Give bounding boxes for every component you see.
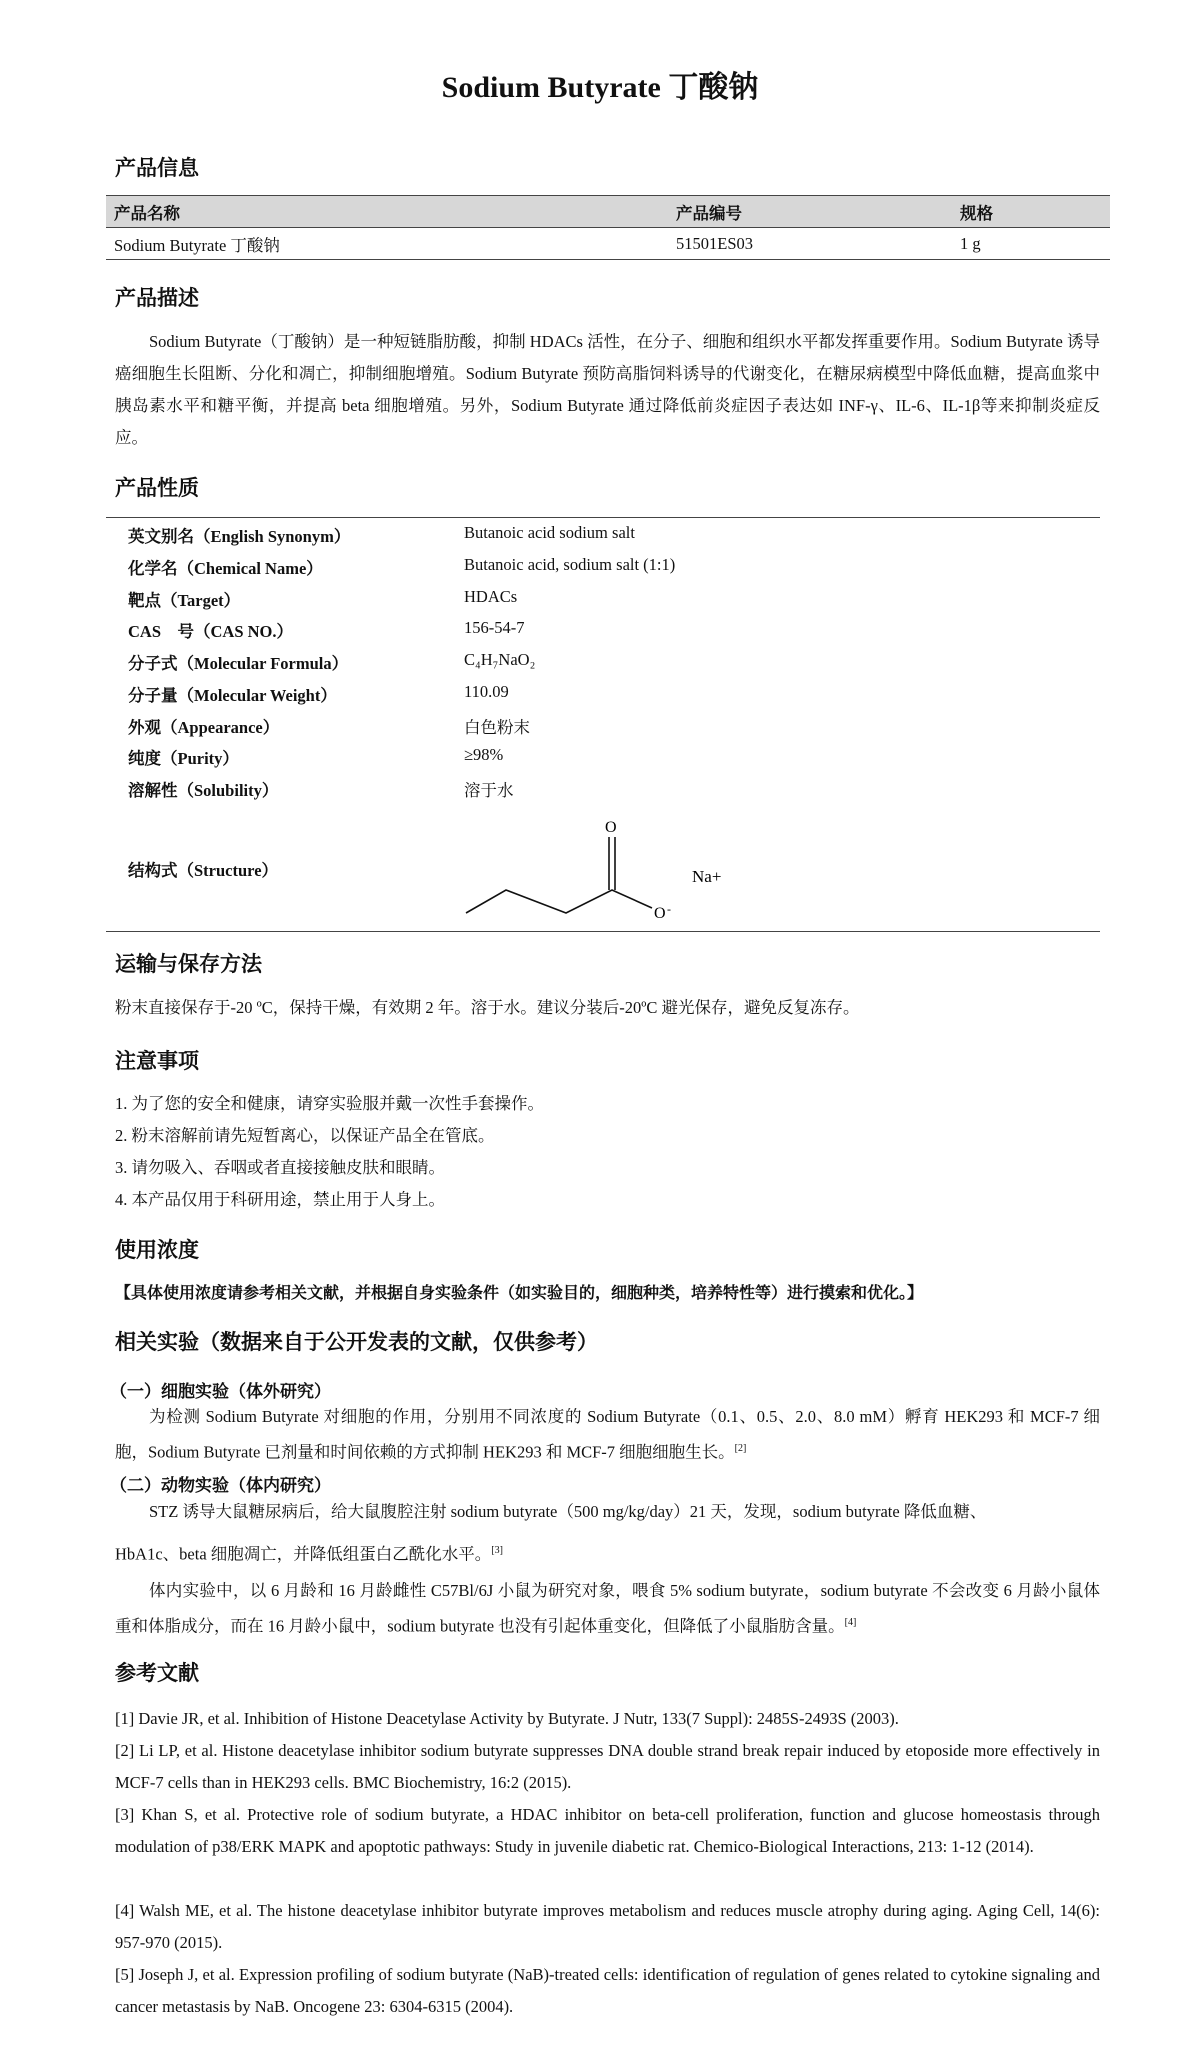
animal-experiment-paragraph-1b	[115, 1535, 1100, 1571]
property-row	[128, 587, 1088, 617]
section-heading-usage: 使用浓度	[115, 1238, 199, 1262]
citation-ref: [4]	[844, 1617, 857, 1628]
property-value: 110.09	[464, 682, 509, 701]
reference-item: [5] Joseph J, et al. Expression profiling of sodium butyrate (NaB)-treated cells: identification of regulation of genes related to cytokine signaling and cancer metastasis by NaB. Oncogene 23: 6304-6315 (2004).	[115, 1965, 1100, 2016]
property-label: 纯度（Purity）	[128, 749, 239, 768]
table-header-cell: 产品编号	[668, 196, 952, 228]
reference-item: [4] Walsh ME, et al. The histone deacetylase inhibitor butyrate improves metabolism and reduces muscle atrophy during aging. Aging Cell, 14(6): 957-970 (2015).	[115, 1901, 1100, 1952]
cell-experiment-paragraph	[115, 1401, 1100, 1469]
animal-experiment-text: HbA1c、beta 细胞凋亡，并降低组蛋白乙酰化水平。	[115, 1544, 492, 1564]
property-value: C₄H₇NaO₂	[464, 650, 536, 669]
reference-item: [1] Davie JR, et al. Inhibition of Histone Deacetylase Activity by Butyrate. J Nutr, 133(7 Suppl): 2485S-2493S (2003).	[115, 1709, 899, 1728]
property-label: 分子量（Molecular Weight）	[128, 686, 337, 705]
citation-ref: [3]	[491, 1545, 503, 1556]
property-value: 156-54-7	[464, 618, 525, 637]
property-row	[128, 682, 1088, 712]
storage-paragraph: 粉末直接保存于-20 ºC，保持干燥，有效期 2 年。溶于水。建议分装后-20ºC 避光保存，避免反复冻存。	[115, 998, 860, 1017]
property-row	[128, 745, 1088, 775]
property-label: 靶点（Target）	[128, 591, 241, 610]
property-row	[128, 555, 1088, 585]
property-value: HDACs	[464, 587, 518, 606]
structure-diagram	[460, 815, 740, 925]
animal-experiment-paragraph-2	[115, 1575, 1100, 1643]
property-value: 白色粉末	[464, 718, 530, 737]
reference-item: [2] Li LP, et al. Histone deacetylase inhibitor sodium butyrate suppresses DNA double strand break repair induced by etoposide more effectively in MCF-7 cells than in HEK293 cells. BMC Biochemistry, 16:2 (2015).	[115, 1741, 1100, 1792]
property-row	[128, 650, 1088, 680]
animal-experiment-text: 体内实验中，以 6 月龄和 16 月龄雌性 C57Bl/6J 小鼠为研究对象，喂食 5% sodium butyrate，sodium butyrate 不会改变 6 月龄小鼠体重和体脂成分，而在 16 月龄小鼠中，sodium butyrate 也没有引起体重变化，但降低了小鼠脂肪含量。	[115, 1581, 1100, 1636]
structure-sodium-ion: Na+	[692, 867, 722, 886]
section-heading-product-info: 产品信息	[115, 156, 199, 180]
usage-paragraph: 【具体使用浓度请参考相关文献，并根据自身实验条件（如实验目的，细胞种类，培养特性等）进行摸索和优化。】	[115, 1285, 924, 1302]
property-row	[128, 777, 1088, 807]
structure-bonds	[466, 890, 652, 913]
cell-experiment-text: 为检测 Sodium Butyrate 对细胞的作用，分别用不同浓度的 Sodium Butyrate（0.1、0.5、2.0、8.0 mM）孵育 HEK293 和 MCF-7 细胞，Sodium Butyrate 已剂量和时间依赖的方式抑制 HEK293 和 MCF-7 细胞细胞生长。	[115, 1407, 1100, 1462]
table-cell: 1 g	[952, 228, 1110, 260]
property-label: 英文别名（English Synonym）	[128, 527, 351, 546]
description-paragraph: Sodium Butyrate（丁酸钠）是一种短链脂肪酸，抑制 HDACs 活性，在分子、细胞和组织水平都发挥重要作用。Sodium Butyrate 诱导癌细胞生长阻断、分化和凋亡，抑制细胞增殖。Sodium Butyrate 预防高脂饲料诱导的代谢变化，在糖尿病模型中降低血糖，提高血浆中胰岛素水平和糖平衡，并提高 beta 细胞增殖。另外，Sodium Butyrate 通过降低前炎症因子表达如 INF-γ、IL-6、IL-1β等来抑制炎症反应。	[115, 332, 1100, 447]
structure-oxygen-top: O	[605, 819, 617, 836]
properties-bottom-rule	[106, 931, 1100, 932]
structure-minus-sign: -	[667, 902, 671, 916]
property-label: 结构式（Structure）	[128, 861, 279, 880]
structure-oxygen-anion: O	[654, 905, 666, 922]
property-value: 溶于水	[464, 781, 514, 800]
page-title: Sodium Butyrate 丁酸钠	[441, 71, 759, 104]
section-heading-storage: 运输与保存方法	[115, 952, 262, 976]
citation-ref: [2]	[734, 1443, 747, 1454]
product-info-table	[106, 195, 1110, 260]
property-row	[128, 523, 1088, 553]
property-value: ≥98%	[464, 745, 504, 764]
property-label: 溶解性（Solubility）	[128, 781, 279, 800]
table-header-row	[106, 196, 1110, 228]
animal-experiment-heading: （二）动物实验（体内研究）	[110, 1476, 331, 1495]
table-cell: Sodium Butyrate 丁酸钠	[106, 228, 668, 260]
table-header-cell: 规格	[952, 196, 1110, 228]
section-heading-references: 参考文献	[115, 1661, 199, 1685]
section-heading-experiments: 相关实验（数据来自于公开发表的文献，仅供参考）	[115, 1330, 598, 1354]
property-row	[128, 618, 1088, 648]
property-label: 外观（Appearance）	[128, 718, 280, 737]
note-item: 1. 为了您的安全和健康，请穿实验服并戴一次性手套操作。	[115, 1094, 544, 1113]
note-item: 3. 请勿吸入、吞咽或者直接接触皮肤和眼睛。	[115, 1158, 445, 1177]
animal-experiment-paragraph-1a: STZ 诱导大鼠糖尿病后，给大鼠腹腔注射 sodium butyrate（500 mg/kg/day）21 天，发现，sodium butyrate 降低血糖、	[149, 1502, 987, 1521]
property-label: CAS 号（CAS NO.）	[128, 622, 294, 641]
property-row	[128, 714, 1088, 744]
cell-experiment-heading: （一）细胞实验（体外研究）	[110, 1382, 331, 1401]
property-label: 分子式（Molecular Formula）	[128, 654, 349, 673]
property-value: Butanoic acid sodium salt	[464, 523, 635, 542]
table-row	[106, 228, 1110, 260]
property-label: 化学名（Chemical Name）	[128, 559, 323, 578]
table-header-cell: 产品名称	[106, 196, 668, 228]
note-item: 4. 本产品仅用于科研用途，禁止用于人身上。	[115, 1190, 445, 1209]
properties-top-rule	[106, 517, 1100, 518]
table-cell: 51501ES03	[668, 228, 952, 260]
section-heading-notes: 注意事项	[115, 1049, 199, 1073]
reference-item: [3] Khan S, et al. Protective role of sodium butyrate, a HDAC inhibitor on beta-cell proliferation, function and glucose homeostasis through modulation of p38/ERK MAPK and apoptotic pathways: Study in juvenile diabetic rat. Chemico-Biological Interactions, 213: 1-12 (2014).	[115, 1805, 1100, 1856]
section-heading-properties: 产品性质	[115, 476, 199, 500]
property-value: Butanoic acid, sodium salt (1:1)	[464, 555, 676, 574]
section-heading-description: 产品描述	[115, 286, 199, 310]
note-item: 2. 粉末溶解前请先短暂离心，以保证产品全在管底。	[115, 1126, 495, 1145]
